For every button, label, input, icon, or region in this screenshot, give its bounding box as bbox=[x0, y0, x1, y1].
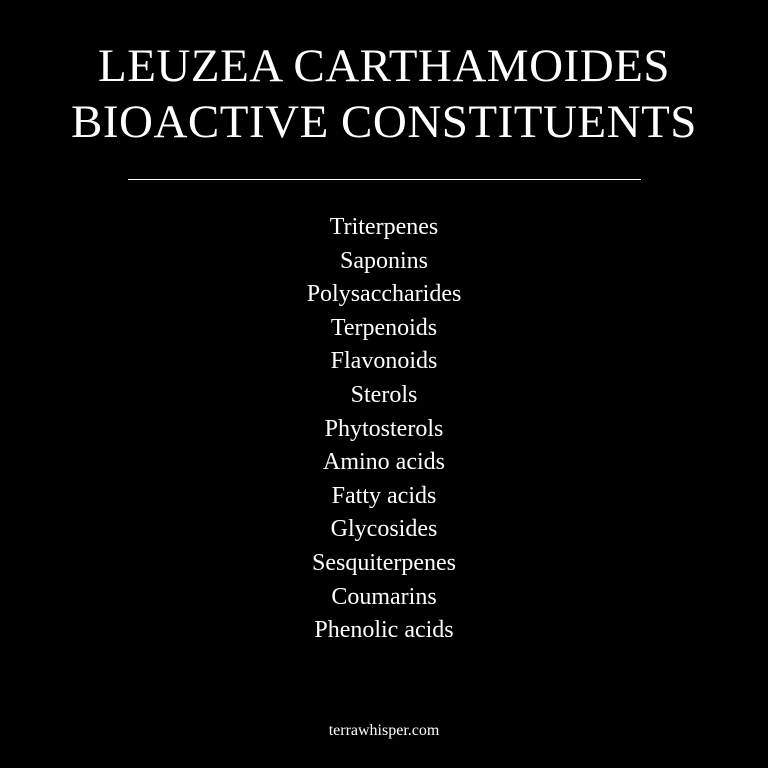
title-divider bbox=[128, 179, 641, 180]
list-item: Coumarins bbox=[331, 583, 437, 610]
footer-site-credit: terrawhisper.com bbox=[328, 722, 440, 739]
list-item: Flavonoids bbox=[330, 348, 438, 375]
title-line-2: BIOACTIVE CONSTITUENTS bbox=[71, 96, 697, 148]
list-item: Amino acids bbox=[323, 449, 445, 476]
list-item: Sesquiterpenes bbox=[312, 549, 456, 576]
page-title bbox=[0, 38, 768, 150]
list-item: Saponins bbox=[339, 247, 428, 274]
list-item: Triterpenes bbox=[329, 214, 439, 240]
list-item: Phytosterols bbox=[324, 415, 444, 442]
list-item: Terpenoids bbox=[330, 314, 438, 341]
list-item: Fatty acids bbox=[331, 482, 437, 509]
constituents-list bbox=[0, 211, 768, 648]
title-line-1: LEUZEA CARTHAMOIDES bbox=[98, 40, 670, 92]
list-item: Phenolic acids bbox=[314, 617, 454, 644]
list-item: Glycosides bbox=[330, 516, 438, 543]
list-item: Sterols bbox=[350, 381, 418, 408]
list-item: Polysaccharides bbox=[306, 281, 462, 308]
